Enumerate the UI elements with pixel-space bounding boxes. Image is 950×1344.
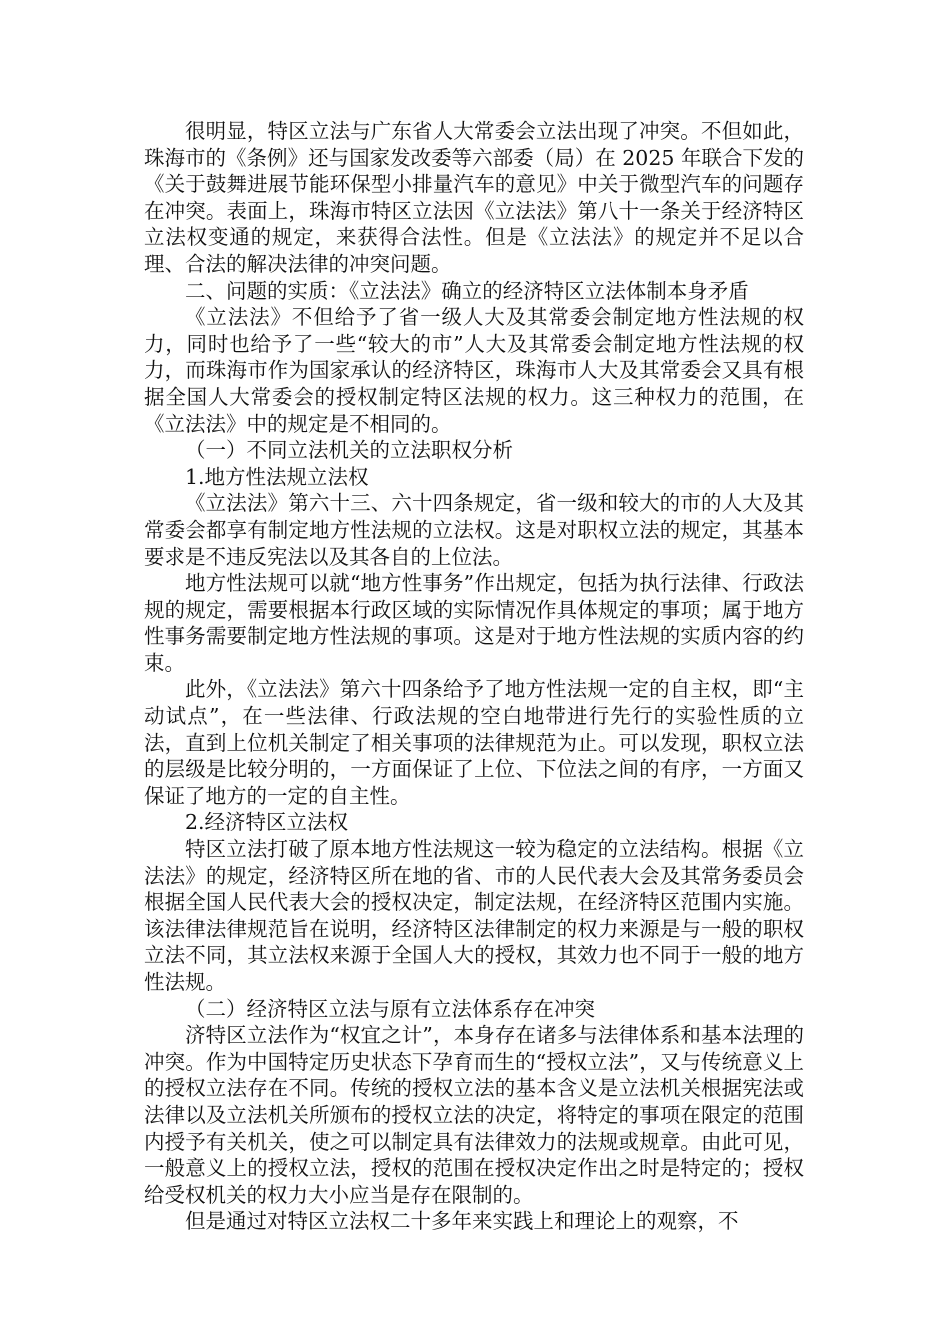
document-page [144,118,804,1235]
section-heading-2: 二、问题的实质：《立法法》确立的经济特区立法体制本身矛盾 [185,278,749,303]
paragraph-articles-63-64: 《立法法》第六十三、六十四条规定，省一级和较大的市的人大及其常委会都享有制定地方性法规的立法权。这是对职权立法的规定，其基本要求是不违反宪法以及其各自的上位法。 [144,491,804,569]
subsection-heading-1: （一）不同立法机关的立法职权分析 [185,438,513,463]
item-heading-2: 2.经济特区立法权 [185,810,349,835]
paragraph-autonomy: 此外，《立法法》第六十四条给予了地方性法规一定的自主权，即“主动试点”，在一些法律、行政法规的空白地带进行先行的实验性质的立法，直到上位机关制定了相关事项的法律规范为止。可以发现，职权立法的层级是比较分明的，一方面保证了上位、下位法之间的有序，一方面又保证了地方的一定的自主性。 [144,677,804,808]
paragraph-expedient: 济特区立法作为“权宜之计”，本身存在诸多与法律体系和基本法理的冲突。作为中国特定历史状态下孕育而生的“授权立法”，又与传统意义上的授权立法存在不同。传统的授权立法的基本含义是立法机关根据宪法或法律以及立法机关所颁布的授权立法的决定，将特定的事项在限定的范围内授予有关机关，使之可以制定具有法律效力的法规或规章。由此可见，一般意义上的授权立法，授权的范围在授权决定作出之时是特定的；授权给受权机关的权力大小应当是存在限制的。 [144,1023,804,1207]
subsection-heading-2: （二）经济特区立法与原有立法体系存在冲突 [185,996,595,1021]
paragraph-conflict-intro: 很明显，特区立法与广东省人大常委会立法出现了冲突。不但如此，珠海市的《条例》还与国家发改委等六部委（局）在 2025 年联合下发的《关于鼓舞进展节能环保型小排量汽车的意见》中关于微型汽车的问题存在冲突。表面上，珠海市特区立法因《立法法》第八十一条关于经济特区立法权变通的规定，来获得合法性。但是《立法法》的规定并不足以合理、合法的解决法律的冲突问题。 [144,119,804,276]
paragraph-sez-power: 特区立法打破了原本地方性法规这一较为稳定的立法结构。根据《立法法》的规定，经济特区所在地的省、市的人民代表大会及其常务委员会根据全国人民代表大会的授权决定，制定法规，在经济特区范围内实施。该法律法律规范旨在说明，经济特区法律制定的权力来源是与一般的职权立法不同，其立法权来源于全国人大的授权，其效力也不同于一般的地方性法规。 [144,837,804,994]
item-heading-1: 1.地方性法规立法权 [185,464,369,489]
paragraph-local-affairs: 地方性法规可以就“地方性事务”作出规定，包括为执行法律、行政法规的规定，需要根据本行政区域的实际情况作具体规定的事项；属于地方性事务需要制定地方性法规的事项。这是对于地方性法规的实质内容的约束。 [144,571,804,675]
paragraph-observation: 但是通过对特区立法权二十多年来实践上和理论上的观察，不 [185,1209,739,1234]
paragraph-three-powers: 《立法法》不但给予了省一级人大及其常委会制定地方性法规的权力，同时也给予了一些“较大的市”人大及其常委会制定地方性法规的权力，而珠海市作为国家承认的经济特区，珠海市人大及其常委会又具有根据全国人大常委会的授权制定特区法规的权力。这三种权力的范围，在《立法法》中的规定是不相同的。 [144,305,804,436]
